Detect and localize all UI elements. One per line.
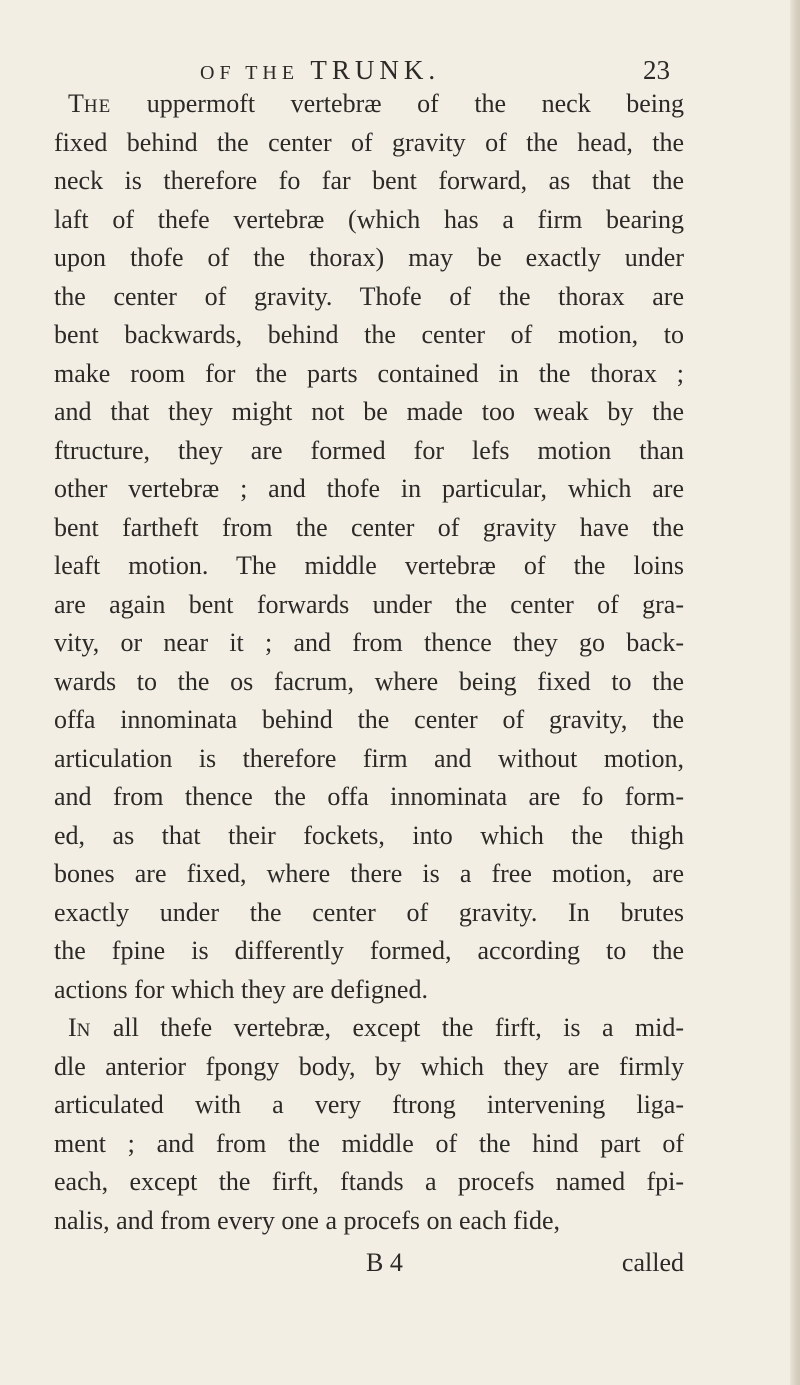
lead-initial: I xyxy=(68,1013,77,1042)
text-line: offa innominata behind the center of gravity, the xyxy=(54,705,684,734)
paragraph xyxy=(54,85,684,1009)
running-head-prefix: OF THE xyxy=(200,62,300,84)
text-line: are again bent forwards under the center of gra- xyxy=(54,589,684,619)
page-footer xyxy=(54,1244,684,1284)
text-line: dle anterior fpongy body, by which they are firmly xyxy=(54,1051,684,1081)
text-line: other vertebræ ; and thofe in particular, which are xyxy=(54,474,684,503)
text-line: articulated with a very ftrong intervening liga- xyxy=(54,1090,684,1119)
page-edge xyxy=(790,0,800,1385)
first-line-text: all thefe vertebræ, except the firft, is a mid- xyxy=(112,1013,684,1042)
text-line: bones are fixed, where there is a free motion, are xyxy=(54,859,684,888)
catchword: called xyxy=(621,1248,684,1277)
lead-smallcaps: N xyxy=(76,1020,92,1041)
paragraph-lead-word xyxy=(68,1013,91,1042)
first-line-text: uppermoft vertebræ of the neck being xyxy=(146,89,685,118)
text-line: ment ; and from the middle of the hind part of xyxy=(54,1128,684,1158)
paragraph-lead-word xyxy=(68,89,111,118)
text-line: articulation is therefore firm and without motion, xyxy=(54,743,684,773)
text-line: make room for the parts contained in the thorax ; xyxy=(54,358,684,388)
lead-smallcaps: HE xyxy=(83,96,112,117)
text-line: neck is therefore fo far bent forward, as that the xyxy=(54,166,684,195)
body-text xyxy=(54,85,685,1277)
text-line: nalis, and from every one a procefs on each fide, xyxy=(54,1205,561,1235)
text-line: the fpine is differently formed, according to the xyxy=(54,936,684,965)
text-line: each, except the firft, ftands a procefs named fpi- xyxy=(54,1167,684,1196)
text-line: and from thence the offa innominata are fo form- xyxy=(54,782,684,811)
text-line: wards to the os facrum, where being fixed to the xyxy=(54,666,684,696)
text-line: and that they might not be made too weak by the xyxy=(54,397,684,426)
text-line: actions for which they are defigned. xyxy=(54,974,428,1004)
text-line: ed, as that their fockets, into which the thigh xyxy=(54,820,684,850)
text-line: ftructure, they are formed for lefs motion than xyxy=(54,435,684,465)
running-head-main: TRUNK. xyxy=(310,55,441,85)
paragraph xyxy=(54,1009,684,1240)
paragraph-first-line xyxy=(54,1009,684,1048)
text-line: vity, or near it ; and from thence they go back- xyxy=(54,628,684,657)
text-line: bent fartheft from the center of gravity have the xyxy=(54,512,684,542)
lead-initial: T xyxy=(68,89,84,118)
text-line: bent backwards, behind the center of motion, to xyxy=(54,320,684,349)
text-line: laft of thefe vertebræ (which has a firm bearing xyxy=(54,204,684,234)
signature-mark: B 4 xyxy=(366,1248,403,1277)
text-line: fixed behind the center of gravity of the head, the xyxy=(54,127,684,157)
text-line: exactly under the center of gravity. In brutes xyxy=(54,897,684,927)
text-line: leaft motion. The middle vertebræ of the loins xyxy=(54,551,684,580)
text-line: the center of gravity. Thofe of the thorax are xyxy=(54,281,684,311)
text-line: upon thofe of the thorax) may be exactly under xyxy=(54,243,684,272)
page-number: 23 xyxy=(643,55,670,85)
paragraph-first-line xyxy=(54,85,684,124)
